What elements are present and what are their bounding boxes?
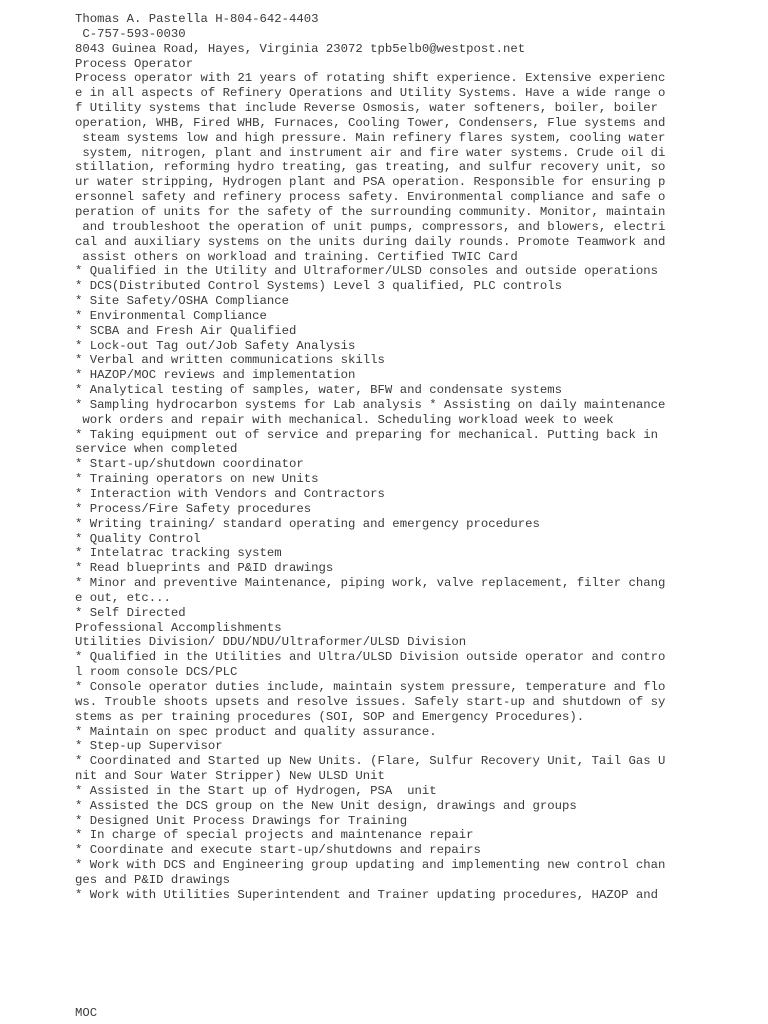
division-heading: Utilities Division/ DDU/NDU/Ultraformer/ULSD Division	[75, 635, 467, 650]
accomplishment-bullet: * Console operator duties include, maintain system pressure, temperature and flo	[75, 679, 666, 694]
summary-line: operation, WHB, Fired WHB, Furnaces, Cooling Tower, Condensers, Flue systems and	[75, 115, 666, 130]
section-heading: Professional Accomplishments	[75, 620, 282, 635]
summary-line: and troubleshoot the operation of unit pumps, compressors, and blowers, electri	[75, 219, 666, 234]
skill-bullet: * Interaction with Vendors and Contractors	[75, 487, 385, 501]
accomplishment-bullet: * In charge of special projects and maintenance repair	[75, 828, 474, 843]
skill-bullet-continued: e out, etc...	[75, 590, 171, 605]
skill-bullet: * Training operators on new Units	[75, 472, 319, 487]
accomplishment-bullet-continued: ges and P&ID drawings	[75, 872, 230, 887]
accomplishment-bullet: * Qualified in the Utilities and Ultra/ULSD Division outside operator and contro	[75, 650, 666, 665]
skill-bullet: * Start-up/shutdown coordinator	[75, 457, 304, 472]
skill-bullet: * Minor and preventive Maintenance, piping work, valve replacement, filter chang	[75, 576, 666, 591]
summary-line: Process operator with 21 years of rotating shift experience. Extensive experienc	[75, 71, 666, 86]
skill-bullet-continued: service when completed	[75, 442, 238, 457]
accomplishment-bullet: * Work with DCS and Engineering group updating and implementing new control chan	[75, 858, 666, 873]
job-title: Process Operator	[75, 56, 194, 71]
accomplishment-bullet-continued: ws. Trouble shoots upsets and resolve issues. Safely start-up and shutdown of sy	[75, 694, 666, 709]
summary-line: stillation, reforming hydro treating, gas treating, and sulfur recovery unit, so	[75, 160, 666, 175]
summary-line: peration of units for the safety of the surrounding community. Monitor, maintain	[75, 204, 666, 219]
footer-continued-text: MOC	[75, 1006, 98, 1020]
skill-bullet: * Analytical testing of samples, water, BFW and condensate systems	[75, 383, 563, 398]
skill-bullet: * Intelatrac tracking system	[75, 546, 282, 561]
accomplishment-bullet: * Coordinate and execute start-up/shutdowns and repairs	[75, 843, 481, 858]
accomplishment-bullet: * Step-up Supervisor	[75, 739, 223, 754]
skill-bullet: * Quality Control	[75, 531, 201, 546]
accomplishment-bullet-continued: l room console DCS/PLC	[75, 665, 238, 680]
skill-bullet: * Verbal and written communications skills	[75, 353, 385, 368]
skill-bullet: * Sampling hydrocarbon systems for Lab analysis * Assisting on daily maintenance	[75, 397, 666, 412]
accomplishment-bullet: * Work with Utilities Superintendent and Trainer updating procedures, HAZOP and	[75, 887, 658, 902]
accomplishment-bullet: * Maintain on spec product and quality assurance.	[75, 724, 437, 739]
summary-line: steam systems low and high pressure. Main refinery flares system, cooling water	[75, 130, 666, 145]
skill-bullet: * Taking equipment out of service and preparing for mechanical. Putting back in	[75, 427, 658, 442]
summary-line: f Utility systems that include Reverse Osmosis, water softeners, boiler, boiler	[75, 101, 658, 116]
contact-address-email: 8043 Guinea Road, Hayes, Virginia 23072 tpb5elb0@westpost.net	[75, 41, 526, 56]
summary-line: system, nitrogen, plant and instrument air and fire water systems. Crude oil di	[75, 145, 666, 160]
skill-bullet: * HAZOP/MOC reviews and implementation	[75, 368, 356, 383]
skill-bullet: * Lock-out Tag out/Job Safety Analysis	[75, 338, 356, 353]
skill-bullet: * Process/Fire Safety procedures	[75, 501, 312, 516]
resume-body	[75, 12, 755, 903]
accomplishment-bullet: * Designed Unit Process Drawings for Training	[75, 813, 408, 828]
skill-bullet: * Site Safety/OSHA Compliance	[75, 294, 290, 309]
accomplishment-bullet: * Coordinated and Started up New Units. (Flare, Sulfur Recovery Unit, Tail Gas U	[75, 754, 666, 769]
accomplishment-bullet: * Assisted in the Start up of Hydrogen, PSA unit	[75, 783, 437, 798]
summary-line: ersonnel safety and refinery process safety. Environmental compliance and safe o	[75, 190, 666, 205]
summary-line: cal and auxiliary systems on the units during daily rounds. Promote Teamwork and	[75, 234, 666, 249]
summary-line: e in all aspects of Refinery Operations and Utility Systems. Have a wide range o	[75, 86, 666, 101]
skill-bullet: * DCS(Distributed Control Systems) Level 3 qualified, PLC controls	[75, 279, 563, 294]
skill-bullet-continued: work orders and repair with mechanical. Scheduling workload week to week	[75, 412, 614, 427]
skill-bullet: * Self Directed	[75, 605, 186, 620]
summary-line: assist others on workload and training. Certified TWIC Card	[75, 249, 518, 264]
accomplishment-bullet-continued: nit and Sour Water Stripper) New ULSD Unit	[75, 769, 385, 784]
skill-bullet: * Writing training/ standard operating and emergency procedures	[75, 516, 540, 531]
accomplishment-bullet-continued: stems as per training procedures (SOI, SOP and Emergency Procedures).	[75, 709, 585, 724]
skill-bullet: * Read blueprints and P&ID drawings	[75, 561, 334, 576]
accomplishment-bullet: * Assisted the DCS group on the New Unit design, drawings and groups	[75, 798, 577, 813]
skill-bullet: * Environmental Compliance	[75, 308, 267, 323]
skill-bullet: * Qualified in the Utility and Ultraformer/ULSD consoles and outside operations	[75, 264, 658, 279]
contact-name-home-phone: Thomas A. Pastella H-804-642-4403	[75, 12, 319, 26]
page-footer	[75, 1006, 755, 1021]
contact-cell-phone: C-757-593-0030	[75, 26, 186, 41]
summary-line: ur water stripping, Hydrogen plant and PSA operation. Responsible for ensuring p	[75, 175, 666, 190]
skill-bullet: * SCBA and Fresh Air Qualified	[75, 323, 297, 338]
